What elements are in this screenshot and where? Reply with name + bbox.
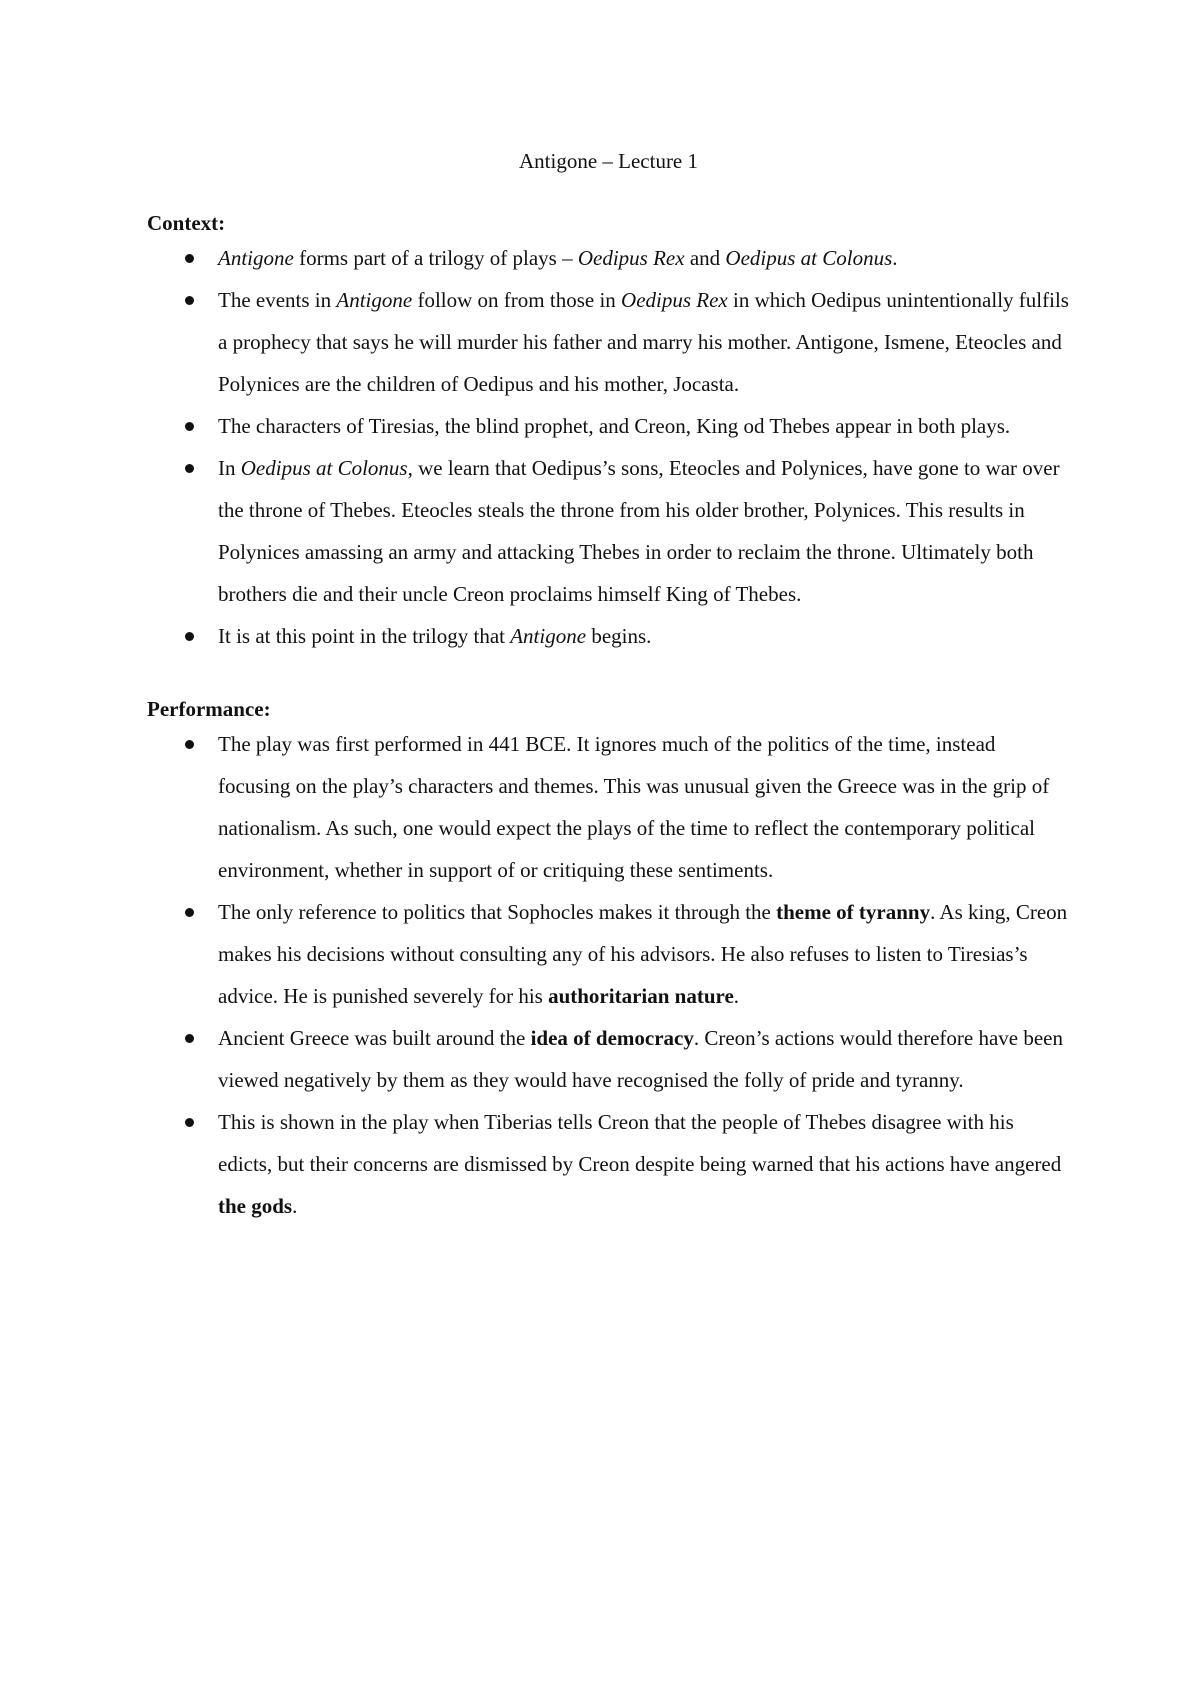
text-run: forms part of a trilogy of plays –: [293, 246, 578, 270]
bullet-item: [147, 1017, 1070, 1101]
text-run: The only reference to politics that Sophocles makes it through the: [218, 900, 777, 924]
text-run: , we learn that Oedipus’s sons, Eteocles and Polynices, have gone to war over the throne of Thebes. Eteocles steals the throne from his older brother, Polynices. This results in Polynices amassing an army and attacking Thebes in order to reclaim the throne. Ultimately both brothers die and their uncle Creon proclaims himself King of Thebes.: [218, 456, 1060, 606]
text-run: The events in: [218, 288, 337, 312]
bullet-dot-icon: [185, 422, 194, 431]
text-run: Ancient Greece was built around the: [218, 1026, 531, 1050]
text-run: In: [218, 456, 241, 480]
italic-text: Oedipus Rex: [577, 246, 685, 270]
bullet-dot-icon: [185, 464, 194, 473]
bullet-dot-icon: [185, 296, 194, 305]
italic-text: Oedipus at Colonus: [240, 456, 408, 480]
bullet-item: [147, 237, 1070, 279]
text-run: This is shown in the play when Tiberias tells Creon that the people of Thebes disagree with his edicts, but their concerns are dismissed by Creon despite being warned that his actions have angered: [218, 1110, 1062, 1176]
bold-text: idea of democracy: [530, 1026, 694, 1050]
text-run: .: [292, 1194, 298, 1218]
text-run: The characters of Tiresias, the blind prophet, and Creon, King od Thebes appear in both plays.: [218, 414, 1011, 438]
bullet-item: [147, 279, 1070, 405]
bold-text: authoritarian nature: [548, 984, 734, 1008]
bullet-dot-icon: [185, 632, 194, 641]
text-run: . Creon’s actions would therefore have been viewed negatively by them as they would have recognised the folly of pride and tyranny.: [218, 1026, 1063, 1092]
italic-text: Antigone: [336, 288, 413, 312]
italic-text: Oedipus Rex: [621, 288, 728, 312]
performance-bullet-list: [147, 723, 1070, 1227]
document-title: Antigone – Lecture 1: [518, 149, 699, 173]
text-run: and: [684, 246, 726, 270]
section-heading-context: Context:: [147, 211, 226, 235]
text-run: .: [733, 984, 740, 1008]
text-run: in which Oedipus unintentionally fulfils a prophecy that says he will murder his father and marry his mother. Antigone, Ismene, Eteocles and Polynices are the children of Oedipus and his mother, Jocasta.: [218, 288, 1069, 396]
bullet-item: [147, 447, 1070, 615]
bullet-item: [147, 723, 1070, 891]
italic-text: Antigone: [510, 624, 587, 648]
bullet-dot-icon: [185, 254, 194, 263]
bold-text: the gods: [218, 1194, 293, 1218]
text-run: begins.: [586, 624, 652, 648]
text-run: . As king, Creon makes his decisions without consulting any of his advisors. He also refuses to listen to Tiresias’s advice. He is punished severely for his: [218, 900, 1068, 1008]
bullet-item: [147, 405, 1070, 447]
text-run: The play was first performed in 441 BCE. It ignores much of the politics of the time, instead focusing on the play’s characters and themes. This was unusual given the Greece was in the grip of nationalism. As such, one would expect the plays of the time to reflect the contemporary political environment, whether in support of or critiquing these sentiments.: [218, 732, 1050, 882]
bullet-item: [147, 891, 1070, 1017]
bullet-item: [147, 1101, 1070, 1227]
text-run: .: [892, 246, 898, 270]
bold-text: theme of tyranny: [776, 900, 931, 924]
italic-text: Oedipus at Colonus: [725, 246, 893, 270]
bullet-item: [147, 615, 1070, 657]
text-run: It is at this point in the trilogy that: [218, 624, 511, 648]
bullet-dot-icon: [185, 1034, 194, 1043]
text-run: follow on from those in: [412, 288, 622, 312]
bullet-dot-icon: [185, 740, 194, 749]
section-heading-performance: Performance:: [147, 697, 271, 721]
italic-text: Antigone: [218, 246, 294, 270]
bullet-dot-icon: [185, 908, 194, 917]
context-bullet-list: [147, 237, 1070, 657]
bullet-dot-icon: [185, 1118, 194, 1127]
